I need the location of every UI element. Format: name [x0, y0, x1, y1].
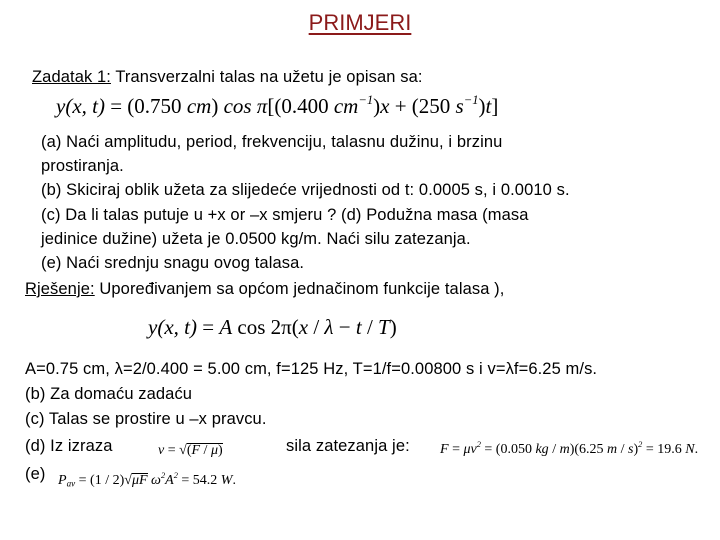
velocity-equation: v = √(F / μ)	[158, 443, 223, 458]
tension-equation: $F = \mu v^2 = (0.050$ kg / m)(6.25 m / s)$^2$ = 19.6 N.	[440, 440, 699, 457]
power-equation: $P_{av} = (1 / 2)√\mu F$ $\omega^2A^2 = 54.2$ W.	[58, 471, 236, 489]
result-d-prefix: (d) Iz izraza	[25, 437, 113, 455]
task-text: Transverzalni talas na užetu je opisan sa:	[110, 68, 423, 86]
task-statement	[32, 68, 423, 87]
solution-statement	[25, 280, 504, 299]
general-wave-equation: y(x, t) = A cos 2π(x / λ − t / T)	[148, 315, 397, 339]
solution-text: Upoređivanjem sa općom jednačinom funkcije talasa ),	[94, 280, 505, 298]
task-label: Zadatak 1:	[32, 68, 111, 86]
result-a: A=0.75 cm, λ=2/0.400 = 5.00 cm, f=125 Hz, T=1/f=0.00800 s i v=λf=6.25 m/s.	[25, 360, 598, 378]
question-line: (b) Skiciraj oblik užeta za slijedeće vrijednosti od t: 0.0005 s, i 0.0010 s.	[41, 181, 570, 199]
page-title-text: PRIMJERI	[308, 10, 412, 35]
question-line: (a) Naći amplitudu, period, frekvenciju, talasnu dužinu, i brzinu	[41, 133, 503, 151]
question-line: (c) Da li talas putuje u +x or –x smjeru ? (d) Podužna masa (masa	[41, 206, 529, 224]
wave-equation: y(x, t) = (0.750 cm) cos π[(0.400 $cm^{-1})x + (250$ $s^{-1})t$]	[56, 93, 499, 118]
result-d-mid: sila zatezanja je:	[286, 437, 410, 455]
question-line: (e) Naći srednju snagu ovog talasa.	[41, 254, 305, 272]
solution-label: Rješenje:	[25, 280, 95, 298]
question-line: prostiranja.	[41, 157, 124, 175]
question-line: jedinice dužine) užeta je 0.0500 kg/m. Naći silu zatezanja.	[41, 230, 471, 248]
result-b: (b) Za domaću zadaću	[25, 385, 193, 403]
page-title	[0, 10, 720, 36]
result-c: (c) Talas se prostire u –x pravcu.	[25, 410, 267, 428]
result-e-prefix: (e)	[25, 465, 46, 483]
